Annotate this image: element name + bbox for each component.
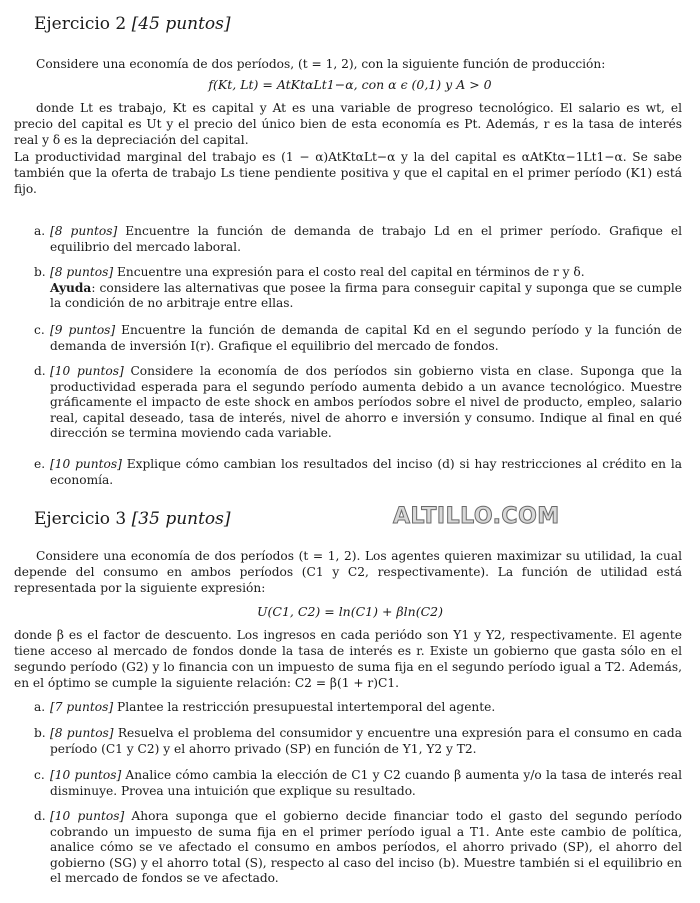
item-points: [8 puntos] — [50, 726, 114, 740]
exercise-2-intro: Considere una economía de dos períodos, (t = 1, 2), con la siguiente función de producción: — [36, 57, 606, 71]
exercise-3-item-a — [34, 700, 682, 716]
item-points: [10 puntos] — [50, 768, 122, 782]
item-text: Encuentre la función de demanda de capital Kd en el segundo período y la función de demanda de inversión I(r). Grafique el equilibrio del mercado de fondos. — [50, 323, 682, 353]
item-text: Resuelva el problema del consumidor y encuentre una expresión para el consumo en cada período (C1 y C2) y el ahorro privado (SP) en función de Y1, Y2 y T2. — [50, 726, 682, 756]
item-hint-text: : considere las alternativas que posee la firma para conseguir capital y suponga que se cumple la condición de no arbitraje entre ellas. — [50, 280, 682, 310]
exercise-2-item-e — [34, 457, 682, 488]
exercise-3-intro: Considere una economía de dos períodos (t = 1, 2). Los agentes quieren maximizar su utilidad, la cual depende del consumo en ambos períodos (C1 y C2, respectivamente). La función de utilidad está representada por la siguiente expresión: — [14, 549, 682, 595]
exercise-2-definitions: donde Lt es trabajo, Kt es capital y At es una variable de progreso tecnológico. El salario es wt, el precio del capital es Ut y el precio del único bien de esta economía es Pt. Además, r es la tasa de interés real y δ es la depreciación del capital. — [14, 101, 682, 147]
item-text: Ahora suponga que el gobierno decide financiar todo el gasto del segundo período cobrando un impuesto de suma fija en el primer período igual a T1. Ante este cambio de política, analice cómo se ve afectado el consumo en ambos períodos, el ahorro privado (SP), el ahorro del gobierno (SG) y el ahorro total (S), respecto al caso del inciso (b). Muestre también si el equilibrio en el mercado de fondos se ve afectado. — [50, 809, 683, 885]
item-label: b. — [34, 265, 46, 279]
item-text: Plantee la restricción presupuestal intertemporal del agente. — [117, 700, 496, 714]
exercise-2-production-function: f(Kt, Lt) = AtKtαLt1−α, con α ϵ (0,1) y A > 0 — [208, 77, 492, 92]
exercise-2-item-b — [34, 265, 682, 312]
item-text: Explique cómo cambian los resultados del inciso (d) si hay restricciones al crédito en la economía. — [50, 457, 683, 487]
item-label: d. — [34, 364, 46, 378]
exercise-3-item-b — [34, 726, 682, 757]
item-points: [9 puntos] — [50, 323, 116, 337]
item-hint-label: Ayuda — [50, 280, 92, 295]
item-text: Encuentre una expresión para el costo real del capital en términos de r y δ. — [117, 265, 585, 279]
exercise-3-definitions: donde β es el factor de descuento. Los ingresos en cada periódo son Y1 y Y2, respectivamente. El agente tiene acceso al mercado de fondos donde la tasa de interés es r. Existe un gobierno que gasta sólo en el segundo período (G2) y lo financia con un impuesto de suma fija en el segundo período igual a T2. Además, en el óptimo se cumple la siguiente relación: C2 = β(1 + r)C1. — [14, 628, 682, 690]
exercise-2-item-a — [34, 224, 682, 255]
exercise-2-points: [45 puntos] — [131, 14, 231, 34]
exercise-2-heading — [34, 14, 231, 34]
exercise-3-points: [35 puntos] — [131, 509, 231, 529]
exercise-3-item-d — [34, 809, 682, 887]
item-label: e. — [34, 457, 46, 471]
exercise-2-item-d — [34, 364, 682, 442]
exercise-3-item-c — [34, 768, 682, 799]
exercise-3-title: Ejercicio 3 — [34, 509, 127, 529]
exercise-2-marginal-productivity: La productividad marginal del trabajo es (1 − α)AtKtαLt−α y la del capital es αAtKtα−1Lt1−α. Se sabe también que la oferta de trabajo Ls tiene pendiente positiva y que el capital en el primer período (K1) está fijo. — [14, 150, 682, 196]
item-points: [8 puntos] — [50, 224, 118, 238]
item-label: a. — [34, 700, 46, 714]
exercise-2-title: Ejercicio 2 — [34, 14, 127, 34]
item-label: b. — [34, 726, 46, 740]
altillo-watermark: ALTILLO.COM — [393, 504, 560, 529]
item-label: d. — [34, 809, 46, 823]
item-points: [10 puntos] — [50, 457, 122, 471]
exercise-2-item-c — [34, 323, 682, 354]
item-text: Considere la economía de dos períodos sin gobierno vista en clase. Suponga que la productividad esperada para el segundo período aumenta debido a un avance tecnológico. Muestre gráficamente el impacto de este shock en ambos períodos sobre el nivel de producto, empleo, salario real, capital deseado, tasa de interés, nivel de ahorro e inversión y consumo. Indique al final en qué dirección se termina moviendo cada variable. — [50, 364, 682, 440]
item-points: [8 puntos] — [50, 265, 114, 279]
item-text: Encuentre la función de demanda de trabajo Ld en el primer período. Grafique el equilibrio del mercado laboral. — [50, 224, 683, 254]
item-points: [10 puntos] — [50, 364, 124, 378]
exercise-3-utility-function: U(C1, C2) = ln(C1) + βln(C2) — [257, 604, 443, 619]
item-label: c. — [34, 323, 45, 337]
item-label: a. — [34, 224, 46, 238]
item-label: c. — [34, 768, 45, 782]
item-text: Analice cómo cambia la elección de C1 y C2 cuando β aumenta y/o la tasa de interés real disminuye. Provea una intuición que explique su resultado. — [50, 768, 682, 798]
item-points: [10 puntos] — [50, 809, 125, 823]
item-points: [7 puntos] — [50, 700, 114, 714]
exercise-3-heading — [34, 509, 231, 529]
